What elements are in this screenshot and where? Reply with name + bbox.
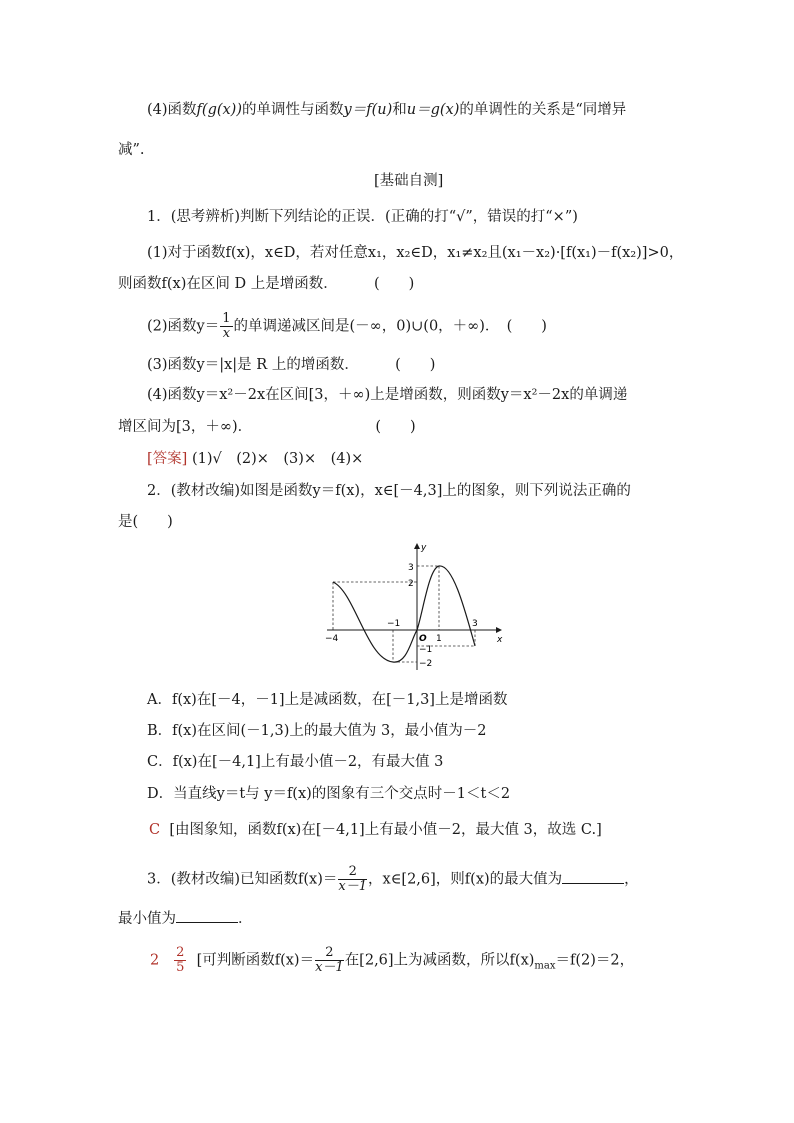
q3-ans-num: 2 [315, 946, 344, 961]
note4-mid1: 的单调性与函数 [242, 102, 344, 118]
x-tick-1: 1 [436, 634, 442, 644]
q3-ans2 [174, 946, 186, 975]
q3-max-blank [562, 869, 624, 884]
q3-line2 [118, 908, 253, 929]
y-tick-3: 3 [408, 563, 414, 573]
q2-answer-text: [由图象知，函数f(x)在[－4,1]上有最小值－2，最大值 3，故选 C.] [169, 822, 602, 838]
q1-statement-2 [147, 312, 547, 341]
note4-label: (4)函数 [147, 102, 197, 118]
q3-ans2-den: 5 [176, 960, 185, 975]
q3-post: ，x∈[2,6]，则f(x)的最大值为 [368, 871, 563, 888]
y-tick-neg2: −2 [419, 659, 433, 669]
function-curve [333, 566, 475, 662]
q3-line1 [147, 865, 639, 894]
q3-ans-sub: max [534, 960, 556, 972]
q3-ans1: 2 [150, 952, 160, 969]
q1-statement-4a: (4)函数y＝x²－2x在区间[3，＋∞)上是增函数，则函数y＝x²－2x的单调递 [147, 387, 628, 403]
q3-line2-text: 最小值为 [118, 911, 176, 927]
q2-stem-b: 是( ) [118, 514, 173, 530]
q3-ans2-num: 2 [176, 945, 185, 960]
q1-statement-1a: (1)对于函数f(x)，x∈D，若对任意x₁，x₂∈D，x₁≠x₂且(x₁－x₂)·[f(x₁)－f(x₂)]>0， [147, 245, 684, 261]
x-axis-label: x [497, 635, 503, 645]
function-graph [315, 540, 510, 675]
q3-num: 2 [338, 865, 367, 880]
q1-answer-tag: [答案] [147, 451, 188, 467]
q1-statement-3: (3)函数y＝|x|是 R 上的增函数． ( ) [147, 357, 436, 373]
q3-ans-tail: ＝f(2)＝2， [555, 952, 635, 969]
q3-line2-end: ． [238, 911, 253, 927]
q2-answer-letter: C [149, 822, 161, 838]
y-tick-2: 2 [408, 579, 414, 589]
y-tick-neg1: −1 [419, 645, 433, 655]
q2-answer [149, 820, 602, 840]
q3-fraction [338, 865, 367, 894]
origin-label: O [419, 634, 427, 644]
q3-ans-pre: [可判断函数f(x)＝ [196, 952, 315, 969]
q3-pre: 3．(教材改编)已知函数f(x)＝ [147, 871, 338, 888]
q2-option-b: B．f(x)在区间(－1,3)上的最大值为 3，最小值为－2 [147, 723, 487, 739]
note4-fg: f(g(x)) [196, 102, 243, 118]
q1-stem: 1．(思考辨析)判断下列结论的正误．(正确的打“√”，错误的打“×”) [147, 209, 578, 225]
x-tick-neg4: −4 [325, 634, 339, 644]
q3-ans-fraction [315, 946, 344, 975]
note4-ugx: u＝g(x) [406, 102, 460, 118]
q2-option-a: A．f(x)在[－4，－1]上是减函数，在[－1,3]上是增函数 [147, 692, 508, 708]
q1-s2-pre: (2)函数y＝ [147, 318, 220, 335]
note-4-line2: 减”. [118, 142, 145, 158]
note4-yfu: y＝f(u) [343, 102, 393, 118]
q1-s2-post: 的单调递减区间是(－∞，0)∪(0，＋∞)． ( ) [233, 318, 547, 335]
note-4-line1 [147, 100, 626, 120]
section-heading: [基础自测] [374, 173, 444, 189]
q1-s2-fraction [220, 312, 232, 341]
q2-option-d: D．当直线y＝t与 y＝f(x)的图象有三个交点时－1＜t＜2 [147, 786, 511, 802]
note4-mid2: 和 [392, 102, 407, 118]
q1-statement-1b: 则函数f(x)在区间 D 上是增函数． ( ) [118, 276, 415, 292]
x-tick-neg1: −1 [387, 619, 401, 629]
q2-stem-a: 2．(教材改编)如图是函数y＝f(x)，x∈[－4,3]上的图象，则下列说法正确的 [147, 483, 631, 499]
q3-ans-den: x－1 [315, 960, 344, 975]
note4-mid3: 的单调性的关系是“同增异 [459, 102, 627, 118]
q1-statement-4b: 增区间为[3，＋∞)． ( ) [118, 419, 416, 435]
q3-end: ， [624, 871, 639, 888]
q3-min-blank [176, 908, 238, 923]
q3-den: x－1 [338, 879, 368, 894]
q1-s2-num: 1 [222, 311, 231, 326]
q3-answer [150, 946, 634, 976]
q1-answer-text: (1)√ (2)× (3)× (4)× [191, 451, 364, 467]
q2-option-c: C．f(x)在[－4,1]上有最小值－2，有最大值 3 [147, 754, 444, 770]
q1-s2-den: x [222, 326, 231, 341]
q3-ans-post: 在[2,6]上为减函数，所以f(x) [344, 952, 535, 969]
x-tick-3: 3 [472, 619, 478, 629]
q1-answer [147, 449, 363, 469]
y-axis-label: y [421, 543, 427, 553]
